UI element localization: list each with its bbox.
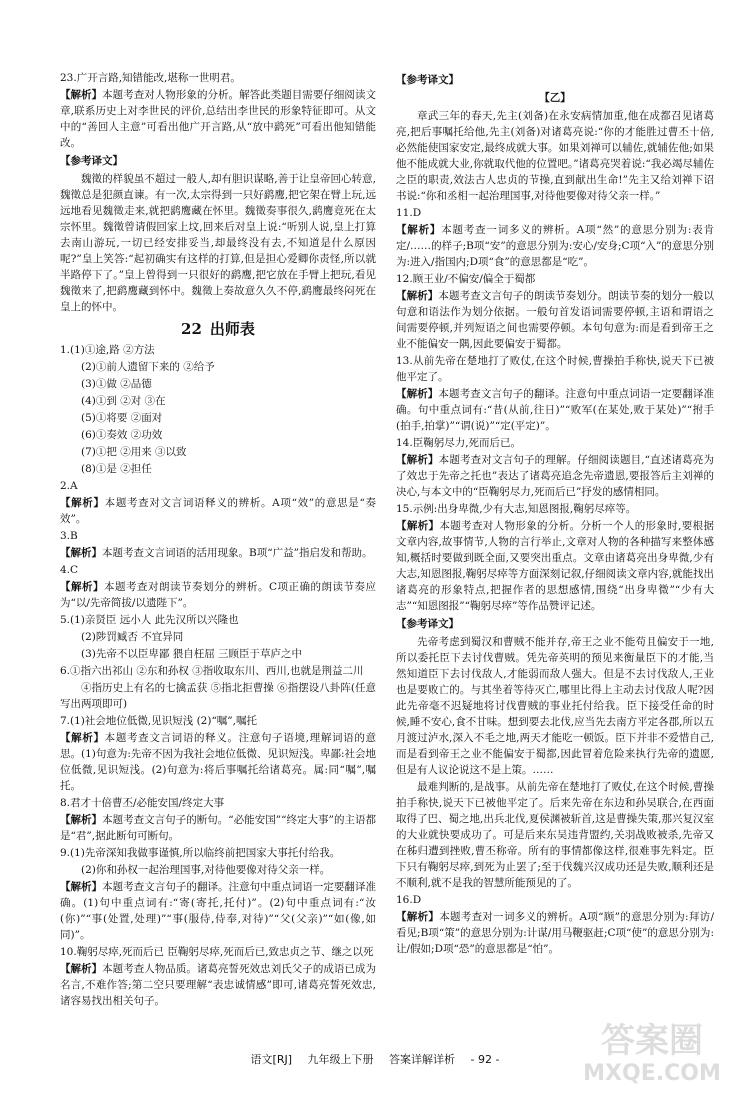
analysis-tag: 【解析】 <box>60 881 103 893</box>
left-column <box>60 70 376 1010</box>
analysis-text: 本题考查对一词多义的辨析。A项“顾”的意思分别为:拜访/看见;B项“策”的意思分别为:计谋/用马鞭驱赶;C项“使”的意思分别为:让/假如;D项“恐”的意思都是“怕”。 <box>396 911 715 955</box>
answer-1-7: (7)①把 ②用来 ③以致 <box>81 446 187 458</box>
answer-2-analysis <box>60 495 376 527</box>
answer-1-2: (2)①前人遗留下来的 ②给予 <box>81 361 215 373</box>
answer-12: 12.顾王业/不偏安/偏全于蜀都 <box>396 273 536 285</box>
answer-16: 16.D <box>396 894 422 906</box>
analysis-text: 本题考查对文言词语释义的辨析。A项“效”的意思是“奏效”。 <box>60 497 377 525</box>
right-column <box>396 70 714 958</box>
page-number: - 92 - <box>470 1053 500 1066</box>
analysis-text: 本题考查一词多义的辨析。A项“然”的意思分别为:表肯定/……的样子;B项“安”的意思分别为:安心/安身;C项“入”的意思分别为:进入/指国内;D项“食”的意思都是“吃”。 <box>396 224 715 268</box>
answer-3-analysis <box>60 545 376 561</box>
answer-10-analysis <box>60 961 376 1009</box>
answer-1-6: (6)①奏效 ②功效 <box>81 429 163 441</box>
q23-answer: 23.广开言路,知错能改,堪称一世明君。 <box>60 72 241 84</box>
footer-grade: 九年级上下册 <box>307 1053 374 1066</box>
analysis-text: 本题考查文言词语的释义。注意句子语境,理解词语的意思。(1)句意为:先帝不因为我社会地位低微、见识短浅。卑鄙:社会地位低微,见识短浅。(2)句意为:将后事嘱托给诸葛亮。属:同“嘱”,嘱托。 <box>60 732 376 792</box>
analysis-text: 本题考查文言句子的翻译。注意句中重点词语一定要翻译准确。(1)句中重点词有:“寄(寄托,托付)”。(2)句中重点词有:“汝(你)”“事(处置,处理)”“事(服侍,侍奉,对待)”“父(父亲)”“如(像,如同)”。 <box>60 881 377 941</box>
analysis-text: 本题考查对人物形象的分析。分析一个人的形象时,要根据文章内容,故事情节,人物的言行举止,文章对人物的各种描写来整体感知,概括时要做到既全面,又要突出重点。文章由诸葛亮出身卑微,少有大志,知恩图报,鞠躬尽瘁等方面深刻记叙,仔细阅读文章内容,就能找出诸葛亮的形象特点,把握作者的思想感情,围绕“出身卑微”“少有大志”“知恩图报”“鞠躬尽瘁”等作品赞评记述。 <box>396 520 714 612</box>
analysis-text: 本题考查文言词语的活用现象。B项“广益”指启发和帮助。 <box>102 547 373 559</box>
analysis-tag: 【解析】 <box>396 520 440 532</box>
analysis-tag: 【解析】 <box>396 290 439 302</box>
answer-16-analysis <box>396 909 714 957</box>
answer-15: 15.示例:出身卑微,少有大志,知恩图报,鞠躬尽瘁等。 <box>396 503 637 515</box>
analysis-tag: 【解析】 <box>60 547 102 559</box>
analysis-tag: 【解析】 <box>60 581 104 593</box>
section-number: 22 <box>181 320 202 338</box>
analysis-text: 本题考查对朗读节奏划分的辨析。C项正确的朗读节奏应为“以/先帝简拔/以遗陛下”。 <box>60 581 376 609</box>
reference-translation: 最难判断的,是战事。从前先帝在楚地打了败仗,在这个时候,曹操拍手称快,说天下已被他平定了。后来先帝在东边和孙吴联合,在西面取得了巴、蜀之地,出兵北伐,夏侯渊被斩首,这是曹操失策,那兴复汉室的大业就快要成功了。可是后来东吴违背盟约,关羽战败被杀,先帝又在秭归遭到挫败,曹丕称帝。所有的事情都像这样,很难事先料定。臣下只有鞠躬尽瘁,到死为止罢了;至于伐魏兴汉成功还是失败,顺利还是不顺利,就不是我的智慧所能预见的了。 <box>396 781 714 889</box>
answer-10: 10.鞠躬尽瘁,死而后已 臣鞠躬尽瘁,死而后已,致忠贞之节、继之以死 <box>60 946 374 958</box>
answer-7: 7.(1)社会地位低微,见识短浅 (2)“嘱”,嘱托 <box>60 715 258 727</box>
analysis-text: 本题考查对人物形象的分析。解答此类题目需要仔细阅读文章,联系历史上对李世民的评价,总结出李世民的形象特征即可。从文中的“善回人主意”可看出他广开言路,从“放中鹞死”可看出他知错能改。 <box>60 89 377 149</box>
answer-5: 5.(1)亲贤臣 远小人 此先汉所以兴隆也 <box>60 614 239 626</box>
answer-4: 4.C <box>60 564 79 576</box>
answer-5-3: (3)先帝不以臣卑鄙 猥自枉屈 三顾臣于草庐之中 <box>81 648 303 660</box>
footer-subject: 语文[RJ] <box>250 1053 293 1066</box>
answer-14-analysis <box>396 452 714 500</box>
answer-8-analysis <box>60 812 376 844</box>
answer-2: 2.A <box>60 480 78 492</box>
answer-1-3: (3)①做 ②品德 <box>81 378 152 390</box>
answer-15-analysis <box>396 518 714 614</box>
answer-9-2: (2)你和孙权一起治理国事,对待他要像对待父亲一样。 <box>81 864 331 876</box>
analysis-text: 本题考查人物品质。诸葛亮誓死效忠刘氏父子的成语已成为名言,不难作答;第二空只要理解“表忠诚情感”即可,诸葛亮誓死效忠,诸容易找出相关句子。 <box>60 963 377 1007</box>
analysis-tag: 【解析】 <box>396 388 439 400</box>
analysis-tag: 【解析】 <box>60 814 103 826</box>
answer-1-8: (8)①是 ②担任 <box>81 463 152 475</box>
passage-label: 【乙】 <box>539 92 571 104</box>
reference-translation: 先帝考虑到蜀汉和曹贼不能并存,帝王之业不能苟且偏安于一地,所以委托臣下去讨伐曹贼。凭先帝英明的预见来衡量臣下的才能,当然知道臣下去讨伐敌人,才能弱而敌人强大。但是不去讨伐敌人,王业也是要败亡的。与其坐着等待灭亡,哪里比得上主动去讨伐敌人呢?因此先帝毫不迟疑地将讨伐曹贼的事业托付给我。臣下接受任命的时候,睡不安心,食不甘味。想到要去北伐,应当先去南方平定各郡,所以五月渡过泸水,深入不毛之地,两天才能吃一顿饭。臣下并非不爱惜自己,而是看到帝王之业不能偏安于蜀都,因此冒着危险来执行先帝的遗愿,但是有人议论说这不是上策。…… <box>396 636 714 776</box>
answer-1-4: (4)①到 ②对 ③在 <box>81 395 166 407</box>
analysis-tag: 【解析】 <box>60 732 105 744</box>
section-name: 出师表 <box>209 320 255 338</box>
answer-11: 11.D <box>396 207 422 219</box>
answer-8: 8.君才十倍曹丕/必能安国/终定大事 <box>60 797 225 809</box>
answer-11-analysis <box>396 222 714 270</box>
answer-13: 13.从前先帝在楚地打了败仗,在这个时候,曹操拍手称快,说天下已被他平定了。 <box>396 355 714 383</box>
reference-translation: 魏徵的样貌虽不超过一般人,却有胆识谋略,善于让皇帝回心转意,魏徵总是犯颜直谏。有一次,太宗得到一只好鹞鹰,把它架在臂上玩,远远地看见魏徵走来,就把鹞鹰藏在怀里。魏徵奏事很久,鹞鹰竟死在太宗怀里。魏徵曾请假回家上坟,回来后对皇上说:“听别人说,皇上打算去南山游玩,一切已经安排妥当,却最终没有去,不知道是什么原因呢?”皇上笑答:“起初确实有这样的打算,但是担心爱卿你责怪,所以就半路停下了。”皇上曾得到一只很好的鹞鹰,把它放在手臂上把玩,看见魏徵来了,把鹞鹰藏到怀中。魏徵上奏故意久久不停,鹞鹰最终闷死在皇上的怀中。 <box>60 173 376 313</box>
reference-translation-heading: 【参考译文】 <box>396 618 459 630</box>
answer-3: 3.B <box>60 530 78 542</box>
analysis-text: 本题考查对文言句子的理解。仔细阅读题目,“直述诸葛亮为了效忠于先帝之托也”表达了诸葛亮追念先帝遗恩,要报答后主刘禅的决心,与本文中的“臣鞠躬尽力,死而后已”抒发的感情相同。 <box>396 454 714 498</box>
analysis-tag: 【解析】 <box>60 963 103 975</box>
reference-translation-heading: 【参考译文】 <box>396 74 459 86</box>
answer-9-analysis <box>60 879 376 943</box>
analysis-tag: 【解析】 <box>396 224 442 236</box>
analysis-tag: 【解析】 <box>60 89 103 101</box>
answer-5-2: (2)陟罚臧否 不宜异同 <box>81 631 184 643</box>
watermark-text: 答案圈 <box>601 1021 703 1061</box>
section-title <box>60 319 376 339</box>
answer-7-analysis <box>60 730 376 794</box>
answer-13-analysis <box>396 386 714 434</box>
analysis-tag: 【解析】 <box>396 454 439 466</box>
analysis-tag: 【解析】 <box>396 911 440 923</box>
watermark-logo <box>572 1016 732 1086</box>
footer-label: 答案详解详析 <box>389 1053 456 1066</box>
answer-12-analysis <box>396 288 714 352</box>
answer-6-2: ④指历史上有名的七擒孟获 ⑤指北拒曹操 ⑥指摆设八卦阵(任意写出两项即可) <box>60 682 376 710</box>
reference-translation-heading: 【参考译文】 <box>60 155 123 167</box>
watermark-url: MXQE.COM <box>583 1061 721 1086</box>
answer-9: 9.(1)先帝深知我做事谨慎,所以临终前把国家大事托付给我。 <box>60 847 341 859</box>
answer-14: 14.臣鞠躬尽力,死而后已。 <box>396 437 522 449</box>
analysis-text: 本题考查文言句子的翻译。注意句中重点词语一定要翻译准确。句中重点词有:“昔(从前,往日)”“败军(在某处,败于某处)”“拊手(拍手,拍掌)”“谓(说)”“定(平定)”。 <box>396 388 715 432</box>
answer-1: 1.(1)①途,路 ②方法 <box>60 344 155 356</box>
analysis-text: 本题考查文言句子的朗读节奏划分。朗读节奏的划分一般以句意和语法作为划分依据。一般句首发语词需要停顿,主语和谓语之间需要停顿,并列短语之间也需要停顿。本句句意为:而是看到帝王之业不能偏安一隅,因此要偏安于蜀都。 <box>396 290 715 350</box>
q23-analysis <box>60 87 376 151</box>
analysis-tag: 【解析】 <box>60 497 105 509</box>
answer-6: 6.①指六出祁山 ②东和孙权 ③指收取东川、西川,也就是荆益二川 <box>60 665 364 677</box>
reference-translation: 章武三年的春天,先主(刘备)在永安病情加重,他在成都召见诸葛亮,把后事嘱托给他,先主(刘备)对诸葛亮说:“你的才能胜过曹丕十倍,必然能使国家安定,最终成就大事。如果刘禅可以辅佐,就辅佐他;如果他不能成就大业,你就取代他的位置吧。”诸葛亮哭着说:“我必竭尽辅佐之臣的职责,效法古人忠贞的节操,直到献出生命!”先主又给刘禅下诏书说:“你和丞相一起治理国事,对待他要像对待父亲一样。” <box>396 110 714 202</box>
analysis-text: 本题考查文言句子的断句。“必能安国”“终定大事”的主语都是“君”,据此断句可断句。 <box>60 814 376 842</box>
answer-4-analysis <box>60 579 376 611</box>
answer-1-5: (5)①将要 ②面对 <box>81 412 163 424</box>
